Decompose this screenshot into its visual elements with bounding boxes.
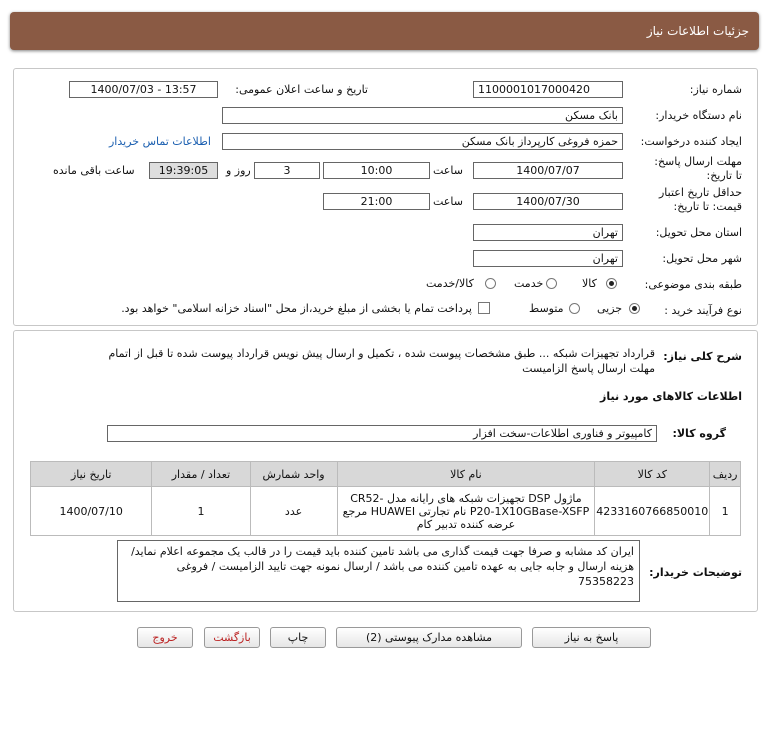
announce-field: 1400/07/03 - 13:57 — [69, 81, 218, 98]
validity-label: حداقل تاریخ اعتبار قیمت: تا تاریخ: — [658, 186, 742, 213]
print-button[interactable]: چاپ — [270, 627, 326, 648]
province-label: استان محل تحویل: — [655, 226, 742, 239]
col-qty: تعداد / مقدار — [152, 462, 250, 487]
category-goods-service-radio[interactable] — [485, 278, 496, 289]
cell-qty: 1 — [152, 487, 250, 536]
exit-button[interactable]: خروج — [137, 627, 193, 648]
need-number-field: 1100001017000420 — [473, 81, 623, 98]
buyer-notes-field: ایران کد مشابه و صرفا جهت قیمت گذاری می باشد تامین کننده باید قیمت را در قالب یک مجموعه اعلام نماید/ هزینه ارسال و جابه جایی به عهده تامین کننده می باشد / ارسال نمونه جهت تایید الزامیست / فروغی 75358223 — [117, 540, 640, 602]
validity-time-field: 21:00 — [323, 193, 430, 210]
category-label: طبقه بندی موضوعی: — [644, 278, 742, 291]
reply-date-field: 1400/07/07 — [473, 162, 623, 179]
reply-time-label: ساعت — [433, 164, 463, 177]
buyer-org-field: بانک مسکن — [222, 107, 623, 124]
cell-name: ماژول DSP تجهیزات شبکه های رایانه مدل CR52-P20-1X10GBase-XSFP نام تجارتی HUAWEI مرجع عرضه کننده تدبیر کام — [337, 487, 595, 536]
process-minor-label: جزیی — [597, 302, 623, 315]
back-button[interactable]: بازگشت — [204, 627, 260, 648]
view-attachments-button[interactable]: مشاهده مدارک پیوستی (2) — [336, 627, 522, 648]
requester-label: ایجاد کننده درخواست: — [640, 135, 742, 148]
buyer-notes-label: توضیحات خریدار: — [649, 566, 742, 579]
col-unit: واحد شمارش — [250, 462, 337, 487]
city-field: تهران — [473, 250, 623, 267]
category-goods-label: کالا — [582, 277, 597, 290]
days-label: روز و — [226, 164, 251, 177]
category-goods-service-label: کالا/خدمت — [426, 277, 474, 290]
need-number-label: شماره نیاز: — [689, 83, 742, 96]
goods-group-field: کامپیوتر و فناوری اطلاعات-سخت افزار — [107, 425, 657, 442]
category-service-radio[interactable] — [546, 278, 557, 289]
page-header — [10, 12, 759, 50]
remaining-time-label: ساعت باقی مانده — [53, 164, 135, 177]
reply-deadline-label: مهلت ارسال پاسخ: تا تاریخ: — [654, 155, 742, 182]
col-code: کد کالا — [595, 462, 710, 487]
description-label: شرح کلی نیاز: — [663, 350, 742, 363]
col-date: تاریخ نیاز — [31, 462, 152, 487]
col-name: نام کالا — [337, 462, 595, 487]
description-text: قرارداد تجهیزات شبکه ... طبق مشخصات پیوست شده ، تکمیل و ارسال پیش نویس قرارداد پیوست شده تا قبل از اتمام مهلت ارسال پاسخ الزامیست — [108, 347, 655, 375]
days-field: 3 — [254, 162, 320, 179]
goods-table — [30, 461, 741, 536]
buyer-org-label: نام دستگاه خریدار: — [655, 109, 742, 122]
treasury-payment-checkbox[interactable] — [478, 302, 490, 314]
announce-label: تاریخ و ساعت اعلان عمومی: — [235, 83, 368, 96]
city-label: شهر محل تحویل: — [662, 252, 742, 265]
goods-table-header — [31, 462, 741, 487]
treasury-payment-note: پرداخت تمام یا بخشی از مبلغ خرید،از محل "اسناد خزانه اسلامی" خواهد بود. — [121, 302, 472, 315]
goods-section-title: اطلاعات کالاهای مورد نیاز — [600, 390, 742, 403]
requester-field: حمزه فروغی کارپرداز بانک مسکن — [222, 133, 623, 150]
remaining-time-field: 19:39:05 — [149, 162, 218, 179]
reply-time-field: 10:00 — [323, 162, 430, 179]
process-label: نوع فرآیند خرید : — [664, 304, 742, 317]
process-medium-radio[interactable] — [569, 303, 580, 314]
province-field: تهران — [473, 224, 623, 241]
cell-row: 1 — [710, 487, 741, 536]
category-service-label: خدمت — [514, 277, 544, 290]
col-row: ردیف — [710, 462, 741, 487]
table-row — [31, 487, 741, 536]
validity-time-label: ساعت — [433, 195, 463, 208]
validity-date-field: 1400/07/30 — [473, 193, 623, 210]
goods-group-label: گروه کالا: — [672, 427, 726, 440]
reply-button[interactable]: پاسخ به نیاز — [532, 627, 651, 648]
category-goods-radio[interactable] — [606, 278, 617, 289]
cell-unit: عدد — [250, 487, 337, 536]
page-title: جزئیات اطلاعات نیاز — [646, 24, 749, 38]
buyer-contact-link[interactable]: اطلاعات تماس خریدار — [109, 135, 211, 148]
cell-code: 4233160766850010 — [595, 487, 710, 536]
process-minor-radio[interactable] — [629, 303, 640, 314]
cell-date: 1400/07/10 — [31, 487, 152, 536]
process-medium-label: متوسط — [529, 302, 564, 315]
